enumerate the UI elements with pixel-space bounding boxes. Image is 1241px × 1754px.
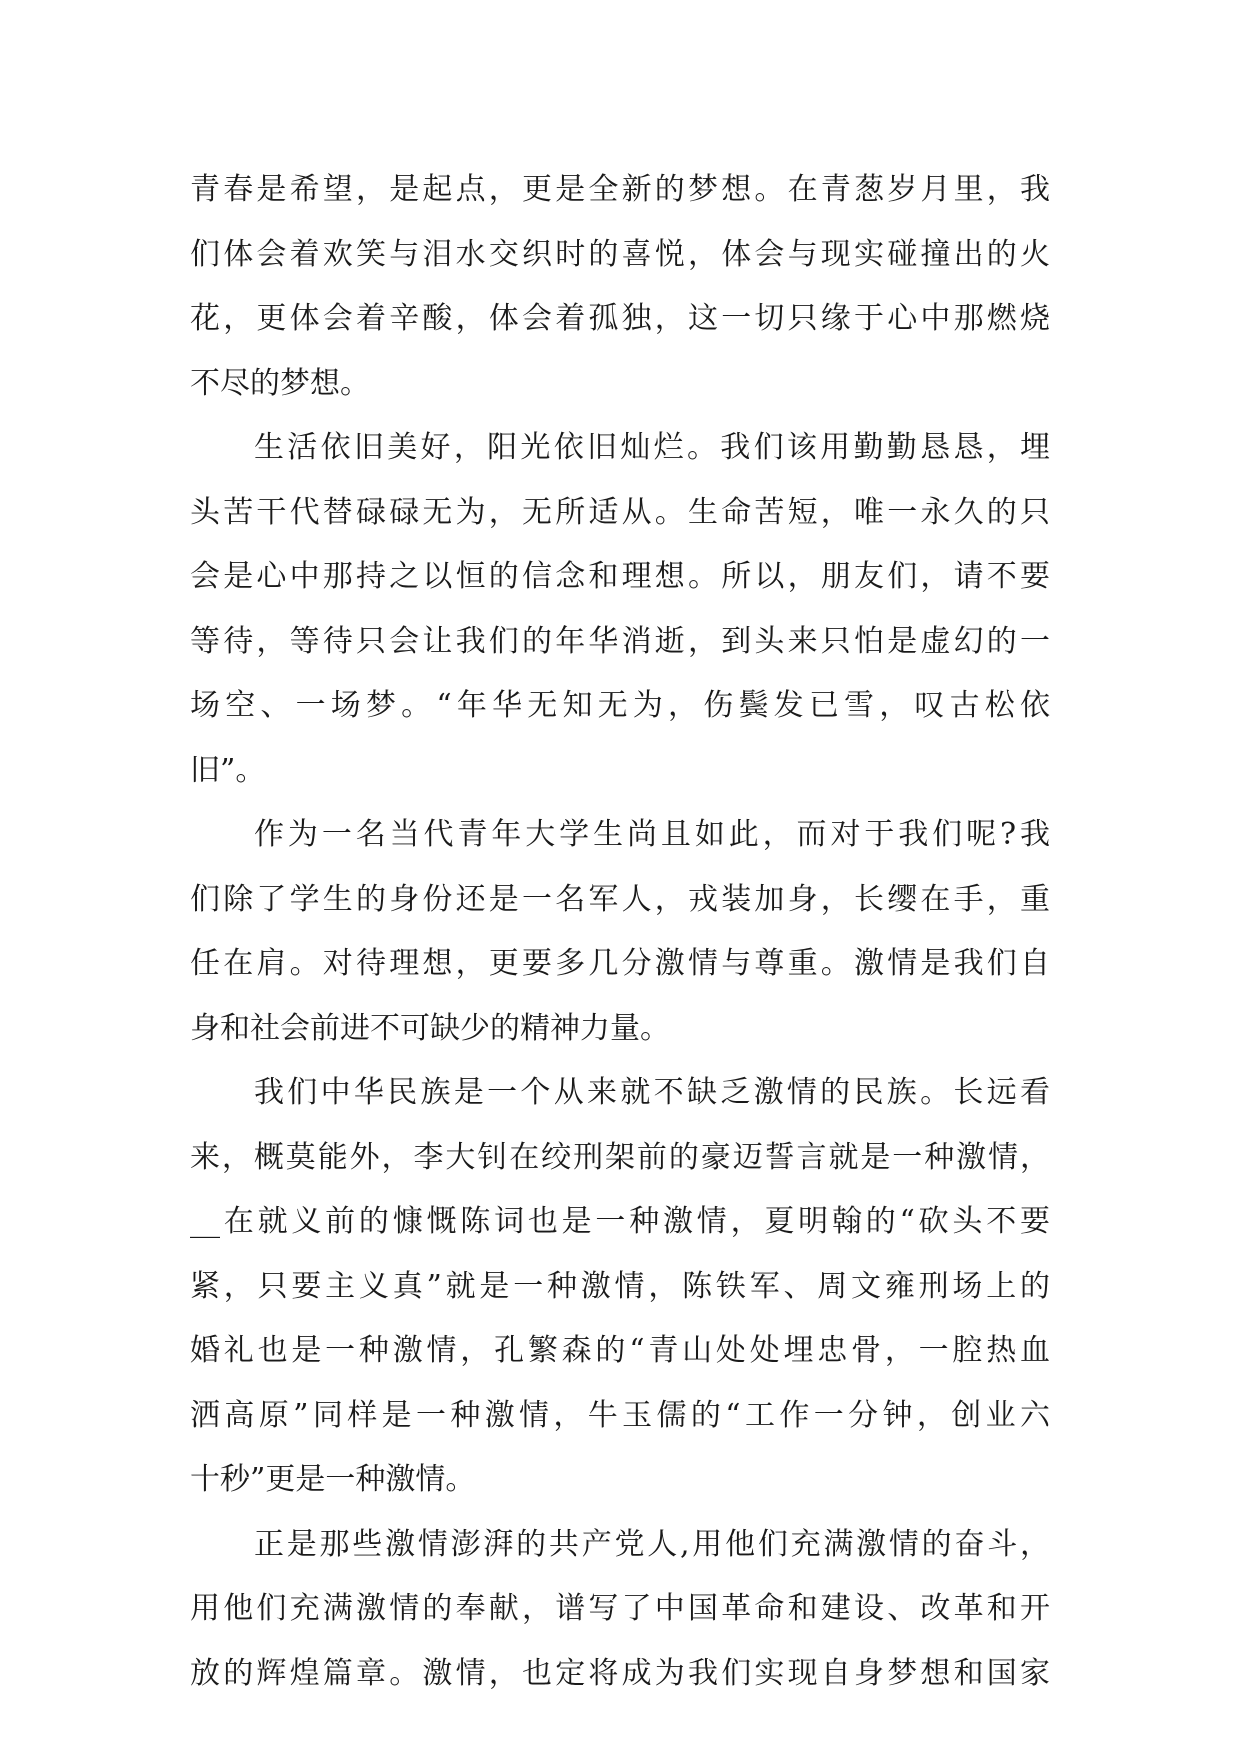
paragraph-line: 放的辉煌篇章。激情，也定将成为我们实现自身梦想和国家 [190, 1655, 1050, 1691]
paragraph-line: 生活依旧美好，阳光依旧灿烂。我们该用勤勤恳恳，埋 [254, 430, 1050, 465]
paragraph-line: 作为一名当代青年大学生尚且如此，而对于我们呢?我 [254, 817, 1050, 852]
paragraph-line: 花，更体会着辛酸，体会着孤独，这一切只缘于心中那燃烧 [190, 301, 1050, 336]
paragraph-line: 旧”。 [190, 752, 266, 788]
paragraph-line: 紧，只要主义真”就是一种激情，陈铁军、周文雍刑场上的 [190, 1268, 1050, 1304]
paragraph-line: 洒高原”同样是一种激情，牛玉儒的“工作一分钟，创业六 [190, 1397, 1050, 1433]
paragraph-line: 我们中华民族是一个从来就不缺乏激情的民族。长远看 [254, 1075, 1050, 1110]
paragraph-line: 任在肩。对待理想，更要多几分激情与尊重。激情是我们自 [190, 946, 1050, 981]
paragraph-line: 们除了学生的身份还是一名军人，戎装加身，长缨在手，重 [190, 881, 1050, 917]
paragraph-line: 场空、一场梦。“年华无知无为，伤鬓发已雪，叹古松依 [190, 688, 1050, 723]
document-body [190, 158, 1050, 1706]
paragraph-line: 来，概莫能外，李大钊在绞刑架前的豪迈誓言就是一种激情， [190, 1139, 1050, 1175]
paragraph-line: 正是那些激情澎湃的共产党人,用他们充满激情的奋斗， [254, 1526, 1050, 1562]
paragraph-line: 不尽的梦想。 [190, 365, 370, 401]
paragraph-line: 等待，等待只会让我们的年华消逝，到头来只怕是虚幻的一 [190, 623, 1050, 659]
paragraph-line: 十秒”更是一种激情。 [190, 1462, 476, 1497]
paragraph-line: 身和社会前进不可缺少的精神力量。 [190, 1010, 670, 1046]
paragraph-line: 用他们充满激情的奉献，谱写了中国革命和建设、改革和开 [190, 1591, 1050, 1626]
paragraph-line: 头苦干代替碌碌无为，无所适从。生命苦短，唯一永久的只 [190, 494, 1050, 530]
paragraph-line: 们体会着欢笑与泪水交织时的喜悦，体会与现实碰撞出的火 [190, 236, 1050, 272]
paragraph-line: __在就义前的慷慨陈词也是一种激情，夏明翰的“砍头不要 [190, 1204, 1050, 1239]
paragraph-line: 会是心中那持之以恒的信念和理想。所以，朋友们，请不要 [190, 559, 1050, 594]
paragraph-line: 婚礼也是一种激情，孔繁森的“青山处处埋忠骨，一腔热血 [190, 1333, 1050, 1368]
paragraph-line: 青春是希望，是起点，更是全新的梦想。在青葱岁月里，我 [190, 172, 1050, 207]
